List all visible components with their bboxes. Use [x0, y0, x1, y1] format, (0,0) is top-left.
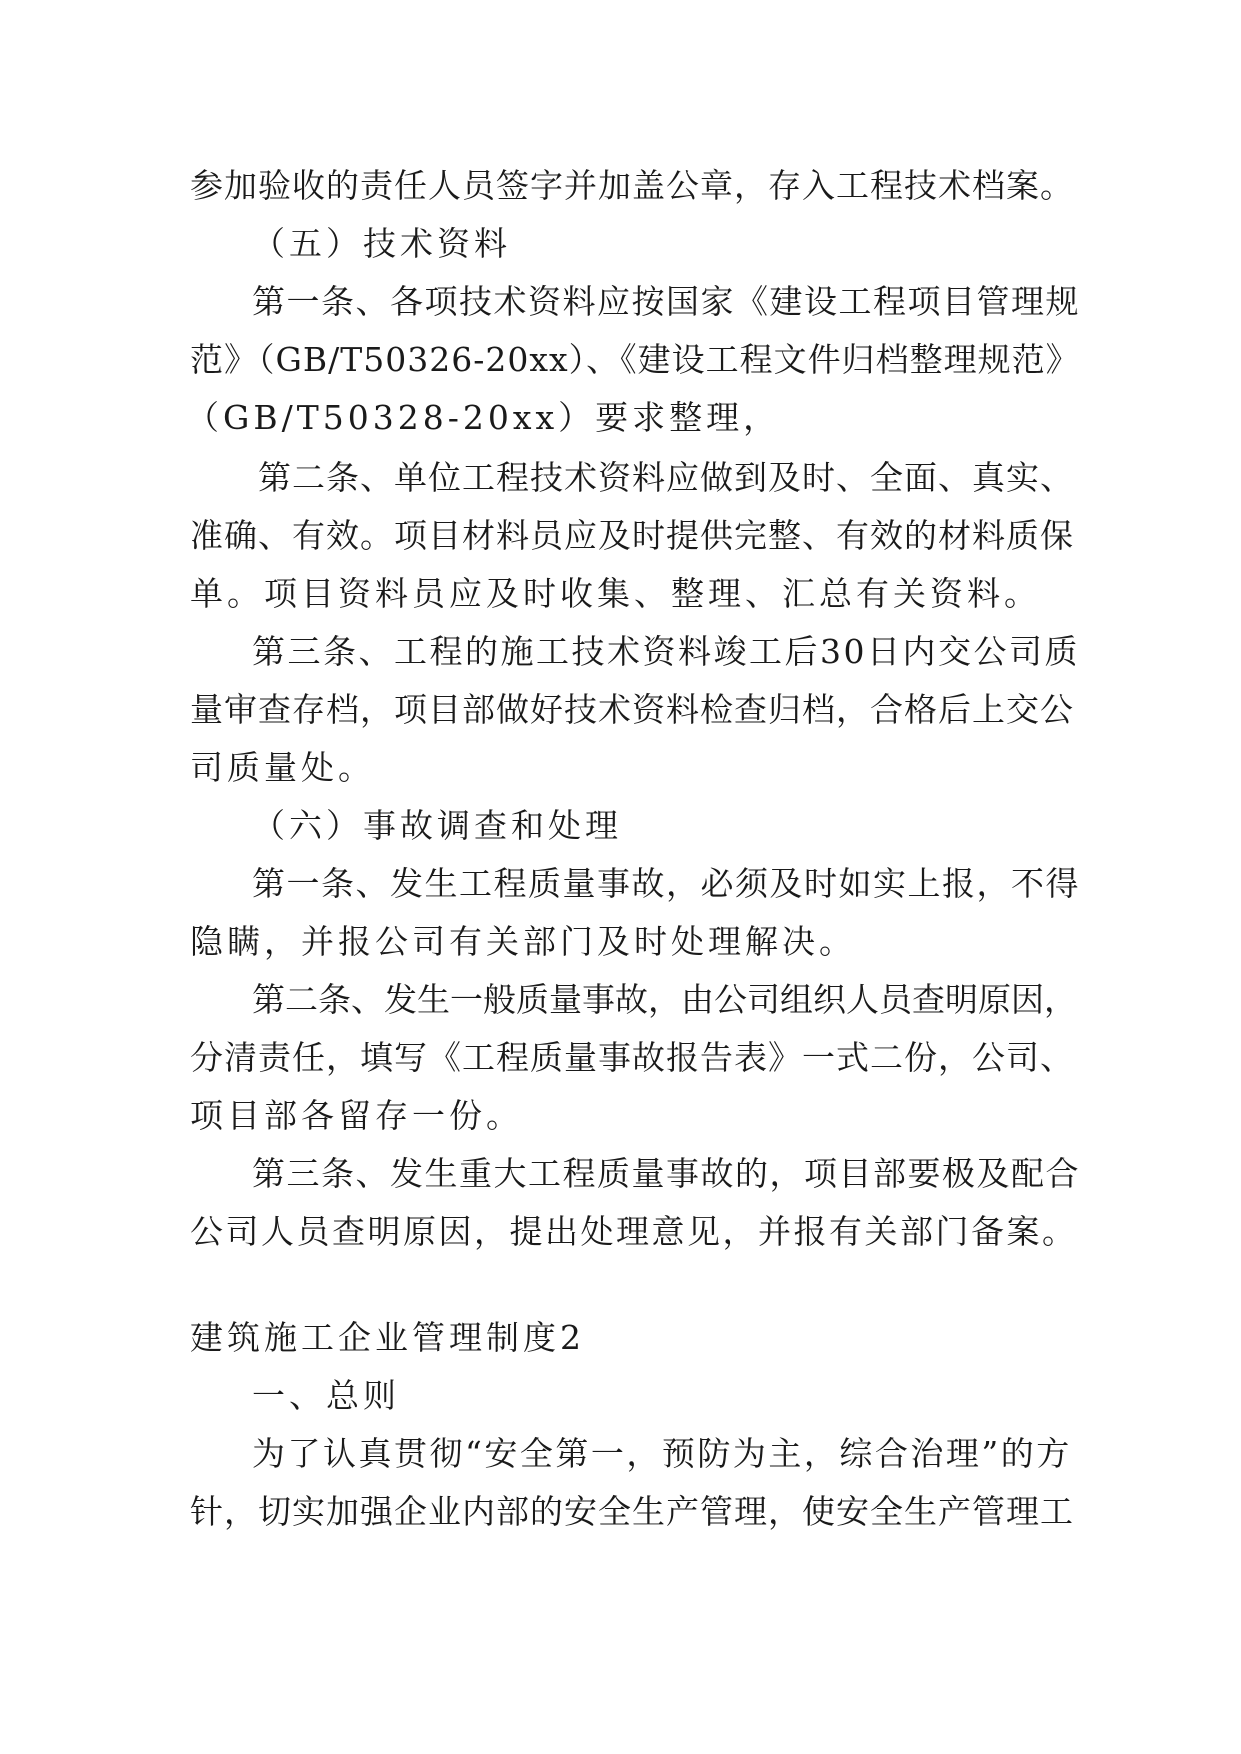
text-line-14: 隐瞒，并报公司有关部门及时处理解决。: [190, 922, 856, 961]
text-line-9: 第三条、工程的施工技术资料竣工后30日内交公司质: [252, 632, 1080, 671]
text-line-16: 分清责任，填写《工程质量事故报告表》一式二份，公司、: [190, 1038, 1074, 1077]
section-heading-general: 一、总则: [252, 1376, 400, 1415]
section-heading-6: （六）事故调查和处理: [252, 806, 622, 845]
section-heading-5: （五）技术资料: [252, 224, 511, 263]
text-line-17: 项目部各留存一份。: [190, 1096, 523, 1135]
text-line-15: 第二条、发生一般质量事故，由公司组织人员查明原因，: [252, 980, 1077, 1019]
text-line-6: 第二条、单位工程技术资料应做到及时、全面、真实、: [258, 458, 1074, 497]
text-line-10: 量审查存档，项目部做好技术资料检查归档，合格后上交公: [190, 690, 1074, 729]
text-line-3: 第一条、各项技术资料应按国家《建设工程项目管理规: [252, 282, 1080, 321]
text-line-18: 第三条、发生重大工程质量事故的，项目部要极及配合: [252, 1154, 1080, 1193]
text-line-4: 范》（GB/T50326-20xx）、《建设工程文件归档整理规范》: [190, 340, 1080, 379]
text-line-13: 第一条、发生工程质量事故，必须及时如实上报，不得: [252, 864, 1080, 903]
text-line-19: 公司人员查明原因，提出处理意见，并报有关部门备案。: [190, 1212, 1078, 1251]
text-line-8: 单。项目资料员应及时收集、整理、汇总有关资料。: [190, 574, 1041, 613]
document-subtitle: 建筑施工企业管理制度2: [190, 1318, 585, 1357]
text-line-23: 针，切实加强企业内部的安全生产管理，使安全生产管理工: [190, 1492, 1074, 1531]
text-line-7: 准确、有效。项目材料员应及时提供完整、有效的材料质保: [190, 516, 1074, 555]
text-line-5: （GB/T50328-20xx）要求整理，: [186, 398, 781, 437]
text-line-22: 为了认真贯彻“安全第一，预防为主，综合治理”的方: [252, 1434, 1072, 1473]
text-line-1: 参加验收的责任人员签字并加盖公章，存入工程技术档案。: [190, 166, 1074, 205]
text-line-11: 司质量处。: [190, 748, 375, 787]
